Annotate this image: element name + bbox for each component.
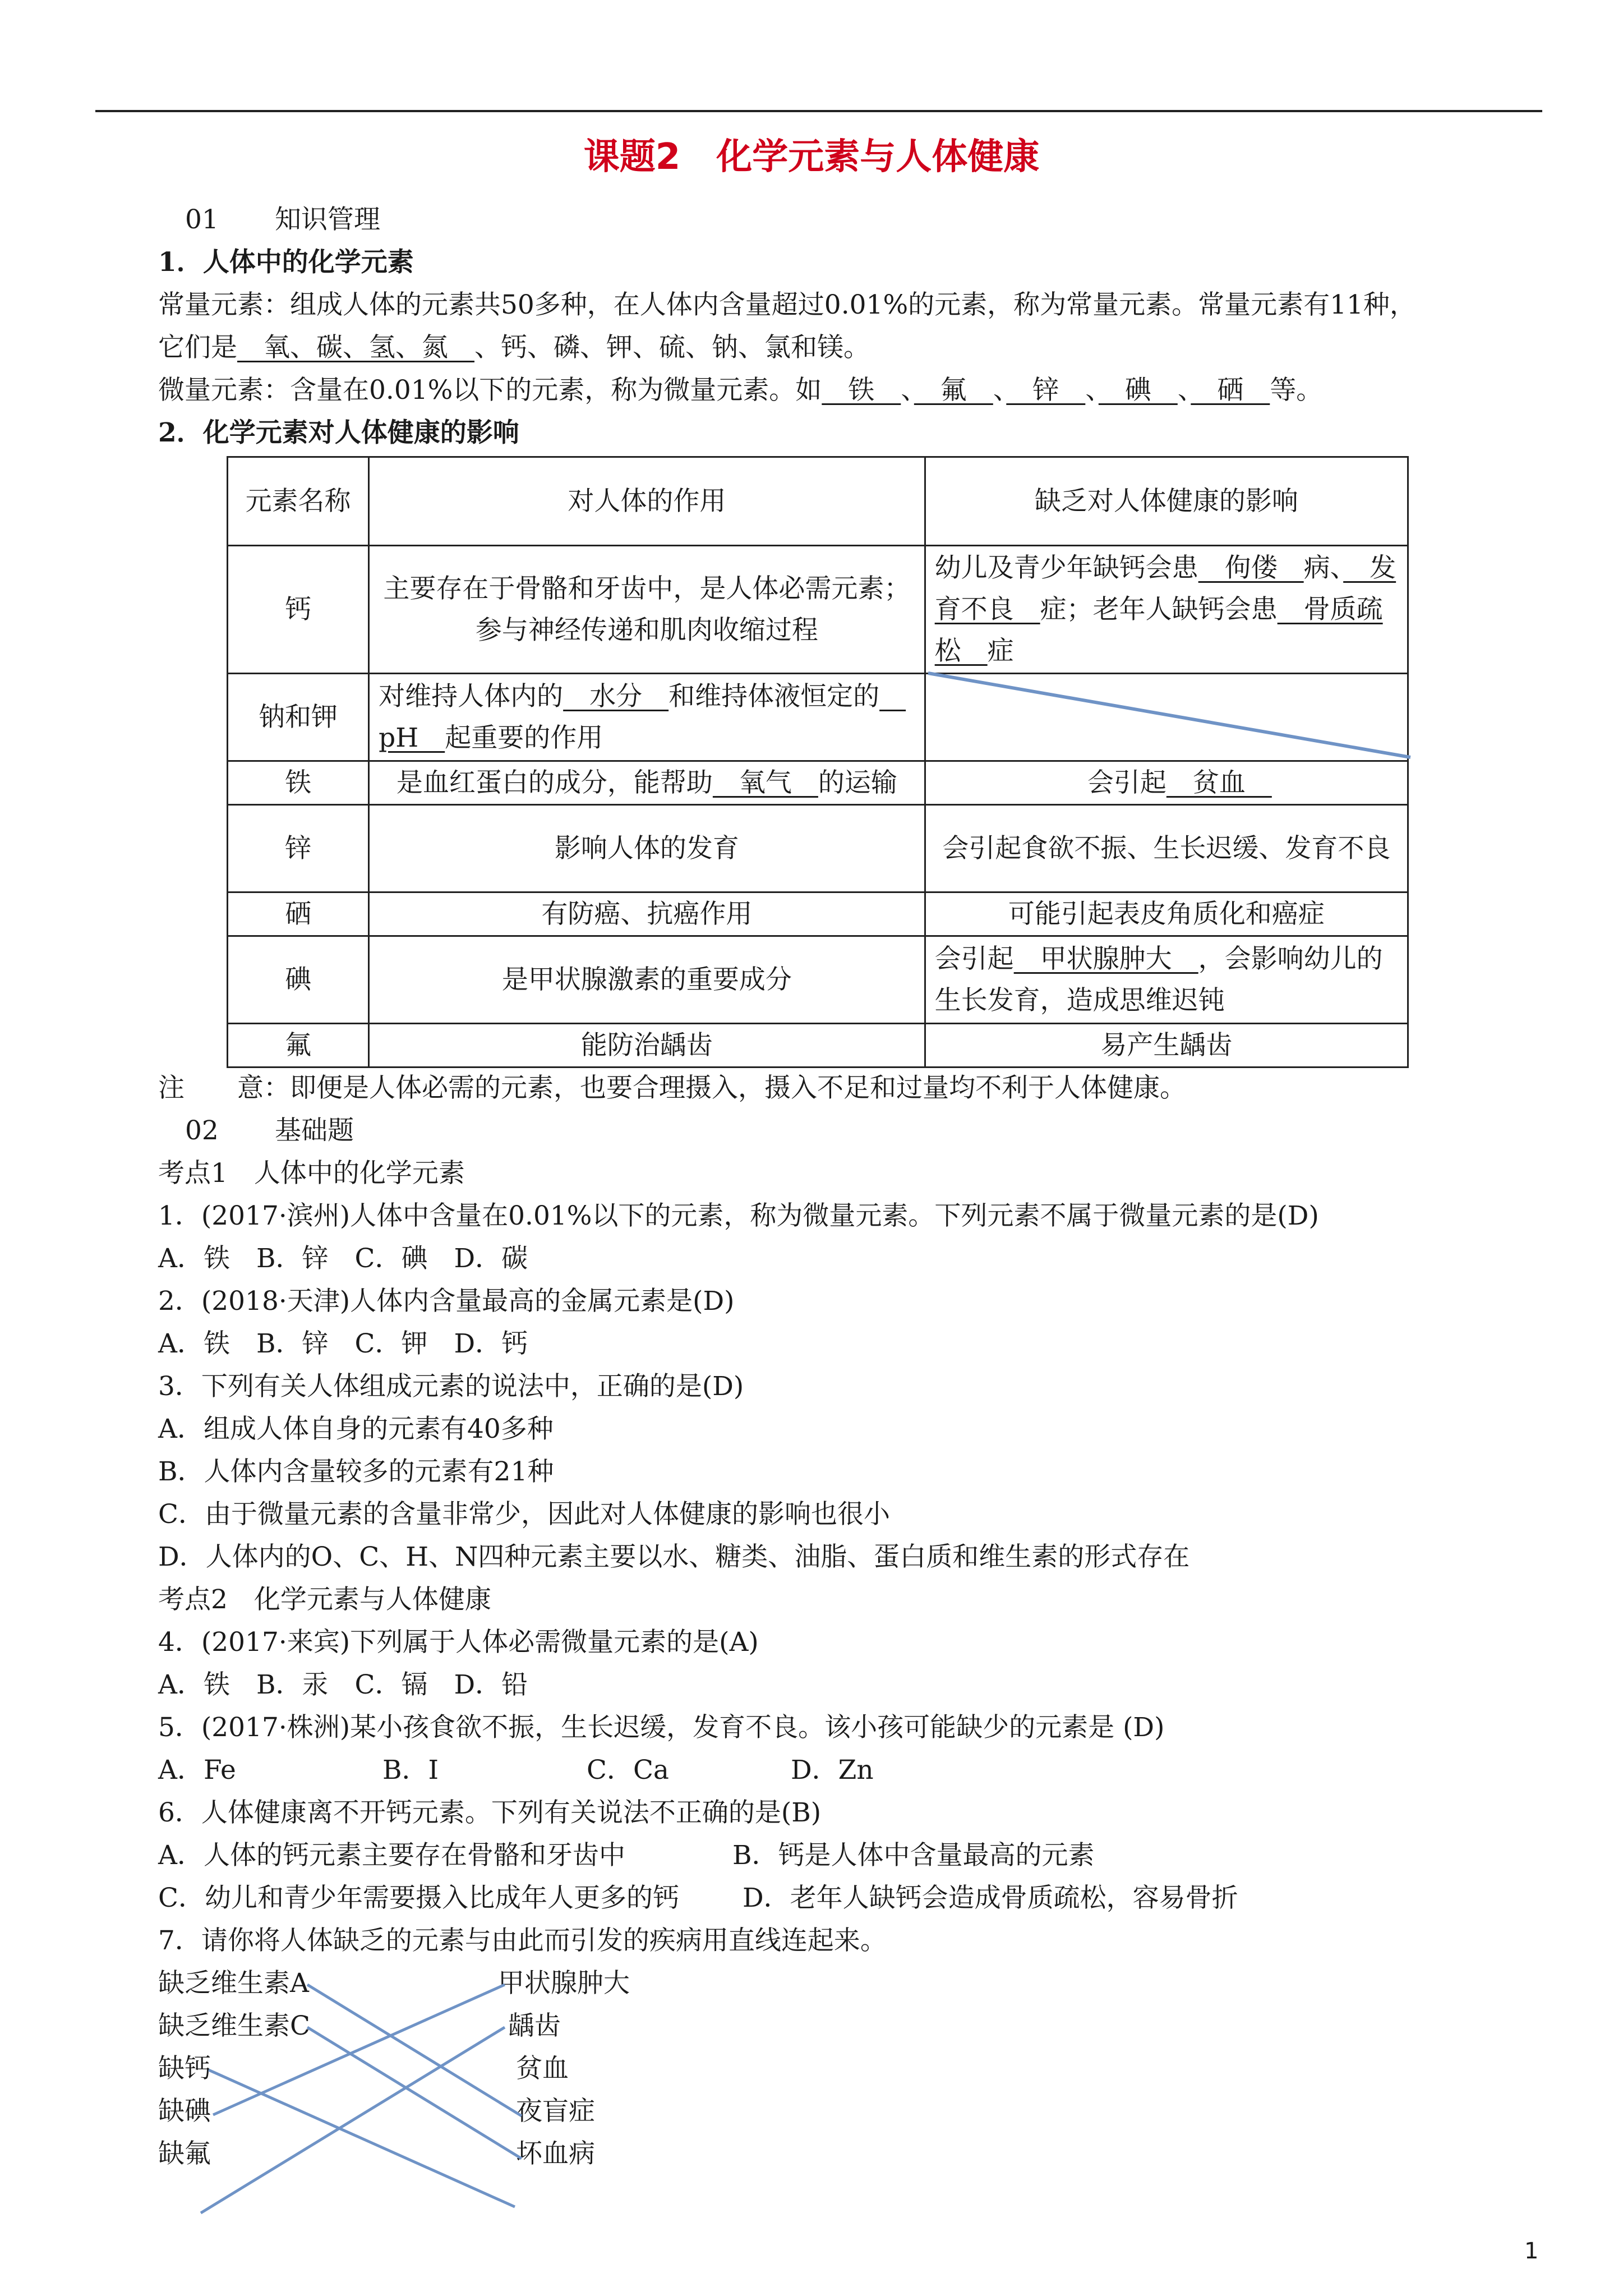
question-5-option-d: D．Zn (791, 1755, 874, 1786)
question-5-option-c: C．Ca (587, 1755, 669, 1786)
question-2-options: A．铁 B．锌 C．钾 D．钙 (158, 1328, 528, 1359)
table-row: 碘 是甲状腺激素的重要成分 会引起 甲状腺肿大 ，会影响幼儿的生长发育，造成思维迟钝 (228, 936, 1408, 1024)
section-number-02: 02 (185, 1115, 219, 1146)
table-row: 硒 有防癌、抗癌作用 可能引起表皮角质化和癌症 (228, 892, 1408, 936)
answer-trace-element: 锌 (1006, 375, 1086, 406)
question-1-options: A．铁 B．锌 C．碘 D．碳 (158, 1243, 528, 1274)
kaodian-1: 考点1 人体中的化学元素 (158, 1158, 465, 1189)
question-3-option-d: D．人体内的O、C、H、N四种元素主要以水、糖类、油脂、蛋白质和维生素的形式存在 (158, 1542, 1190, 1572)
match-right-item: 贫血 (516, 2053, 569, 2084)
answer-trace-element: 碘 (1098, 375, 1178, 406)
question-1: 1．(2017·滨州)人体中含量在0.01%以下的元素，称为微量元素。下列元素不属于微量元素的是(D) (158, 1200, 1319, 1231)
match-right-item: 甲状腺肿大 (498, 1968, 630, 1999)
strike-line (928, 673, 1410, 757)
macro-elements-line1: 常量元素：组成人体的元素共50多种，在人体内含量超过0.01%的元素，称为常量元素。常量元素有11种， (158, 289, 1416, 320)
match-line (209, 2070, 515, 2207)
page-number: 1 (1524, 2238, 1539, 2264)
header-element-name: 元素名称 (228, 457, 369, 546)
section-number-01: 01 (185, 204, 219, 235)
answer-trace-element: 氟 (914, 375, 993, 406)
question-6-option-d: D．老年人缺钙会造成骨质疏松，容易骨折 (743, 1883, 1238, 1913)
header-function: 对人体的作用 (369, 457, 925, 546)
match-line (307, 2027, 522, 2159)
section-label-basic: 基础题 (275, 1115, 354, 1146)
match-left-item: 缺乏维生素A (158, 1968, 309, 1999)
match-right-item: 龋齿 (508, 2010, 561, 2041)
trace-elements-line: 微量元素：含量在0.01%以下的元素，称为微量元素。如 铁 、 氟 、 锌 、 碘 、 硒 等。 (158, 375, 1323, 406)
part2-heading: 2．化学元素对人体健康的影响 (158, 417, 519, 448)
match-left-item: 缺碘 (158, 2096, 211, 2127)
page-title: 课题2 化学元素与人体健康 (583, 136, 1040, 178)
question-2: 2．(2018·天津)人体内含量最高的金属元素是(D) (158, 1286, 735, 1317)
match-line (307, 1985, 522, 2116)
question-5: 5．(2017·株洲)某小孩食欲不振，生长迟缓，发育不良。该小孩可能缺少的元素是 (D) (158, 1712, 1165, 1743)
match-left-item: 缺钙 (158, 2053, 211, 2084)
table-row: 锌 影响人体的发育 会引起食欲不振、生长迟缓、发育不良 (228, 805, 1408, 892)
question-6-option-b: B．钙是人体中含量最高的元素 (732, 1840, 1095, 1871)
question-3-option-c: C．由于微量元素的含量非常少，因此对人体健康的影响也很小 (158, 1499, 890, 1530)
question-5-option-b: B．I (382, 1755, 439, 1786)
table-row: 铁 是血红蛋白的成分，能帮助 氧气 的运输 会引起 贫血 (228, 761, 1408, 805)
header-deficiency: 缺乏对人体健康的影响 (925, 457, 1408, 546)
question-3-option-a: A．组成人体自身的元素有40多种 (158, 1414, 554, 1444)
question-5-option-a: A．Fe (158, 1755, 236, 1786)
section-label-knowledge: 知识管理 (275, 204, 380, 235)
question-4-options: A．铁 B．汞 C．镉 D．铅 (158, 1669, 528, 1700)
match-left-item: 缺乏维生素C (158, 2010, 310, 2041)
match-right-item: 夜盲症 (516, 2096, 595, 2127)
table-row: 钠和钾 对维持人体内的 水分 和维持体液恒定的 pH 起重要的作用 (228, 674, 1408, 761)
answer-trace-element: 硒 (1191, 375, 1270, 406)
answer-trace-element: 铁 (822, 375, 901, 406)
table-row: 钙 主要存在于骨骼和牙齿中，是人体必需元素；参与神经传递和肌肉收缩过程 幼儿及青少年缺钙会患 佝偻 病、 发育不良 症；老年人缺钙会患 骨质疏松 症 (228, 546, 1408, 674)
question-3: 3．下列有关人体组成元素的说法中，正确的是(D) (158, 1371, 744, 1402)
match-right-item: 坏血病 (516, 2138, 595, 2169)
match-line (213, 1985, 505, 2115)
macro-elements-line2: 它们是 氧、碳、氢、氮 、钙、磷、钾、硫、钠、氯和镁。 (158, 332, 870, 363)
question-6-option-a: A．人体的钙元素主要存在骨骼和牙齿中 (158, 1840, 625, 1871)
answer-macro-elements: 氧、碳、氢、氮 (237, 332, 474, 363)
question-6-option-c: C．幼儿和青少年需要摄入比成年人更多的钙 (158, 1883, 679, 1913)
match-left-item: 缺氟 (158, 2138, 211, 2169)
question-3-option-b: B．人体内含量较多的元素有21种 (158, 1456, 554, 1487)
kaodian-2: 考点2 化学元素与人体健康 (158, 1584, 491, 1615)
table-row: 氟 能防治龋齿 易产生龋齿 (228, 1024, 1408, 1068)
question-7: 7．请你将人体缺乏的元素与由此而引发的疾病用直线连起来。 (158, 1925, 887, 1956)
question-4: 4．(2017·来宾)下列属于人体必需微量元素的是(A) (158, 1627, 759, 1658)
note: 注 意：即便是人体必需的元素，也要合理摄入，摄入不足和过量均不利于人体健康。 (158, 1073, 1186, 1103)
question-6: 6．人体健康离不开钙元素。下列有关说法不正确的是(B) (158, 1797, 822, 1828)
part1-heading: 1．人体中的化学元素 (158, 247, 414, 278)
